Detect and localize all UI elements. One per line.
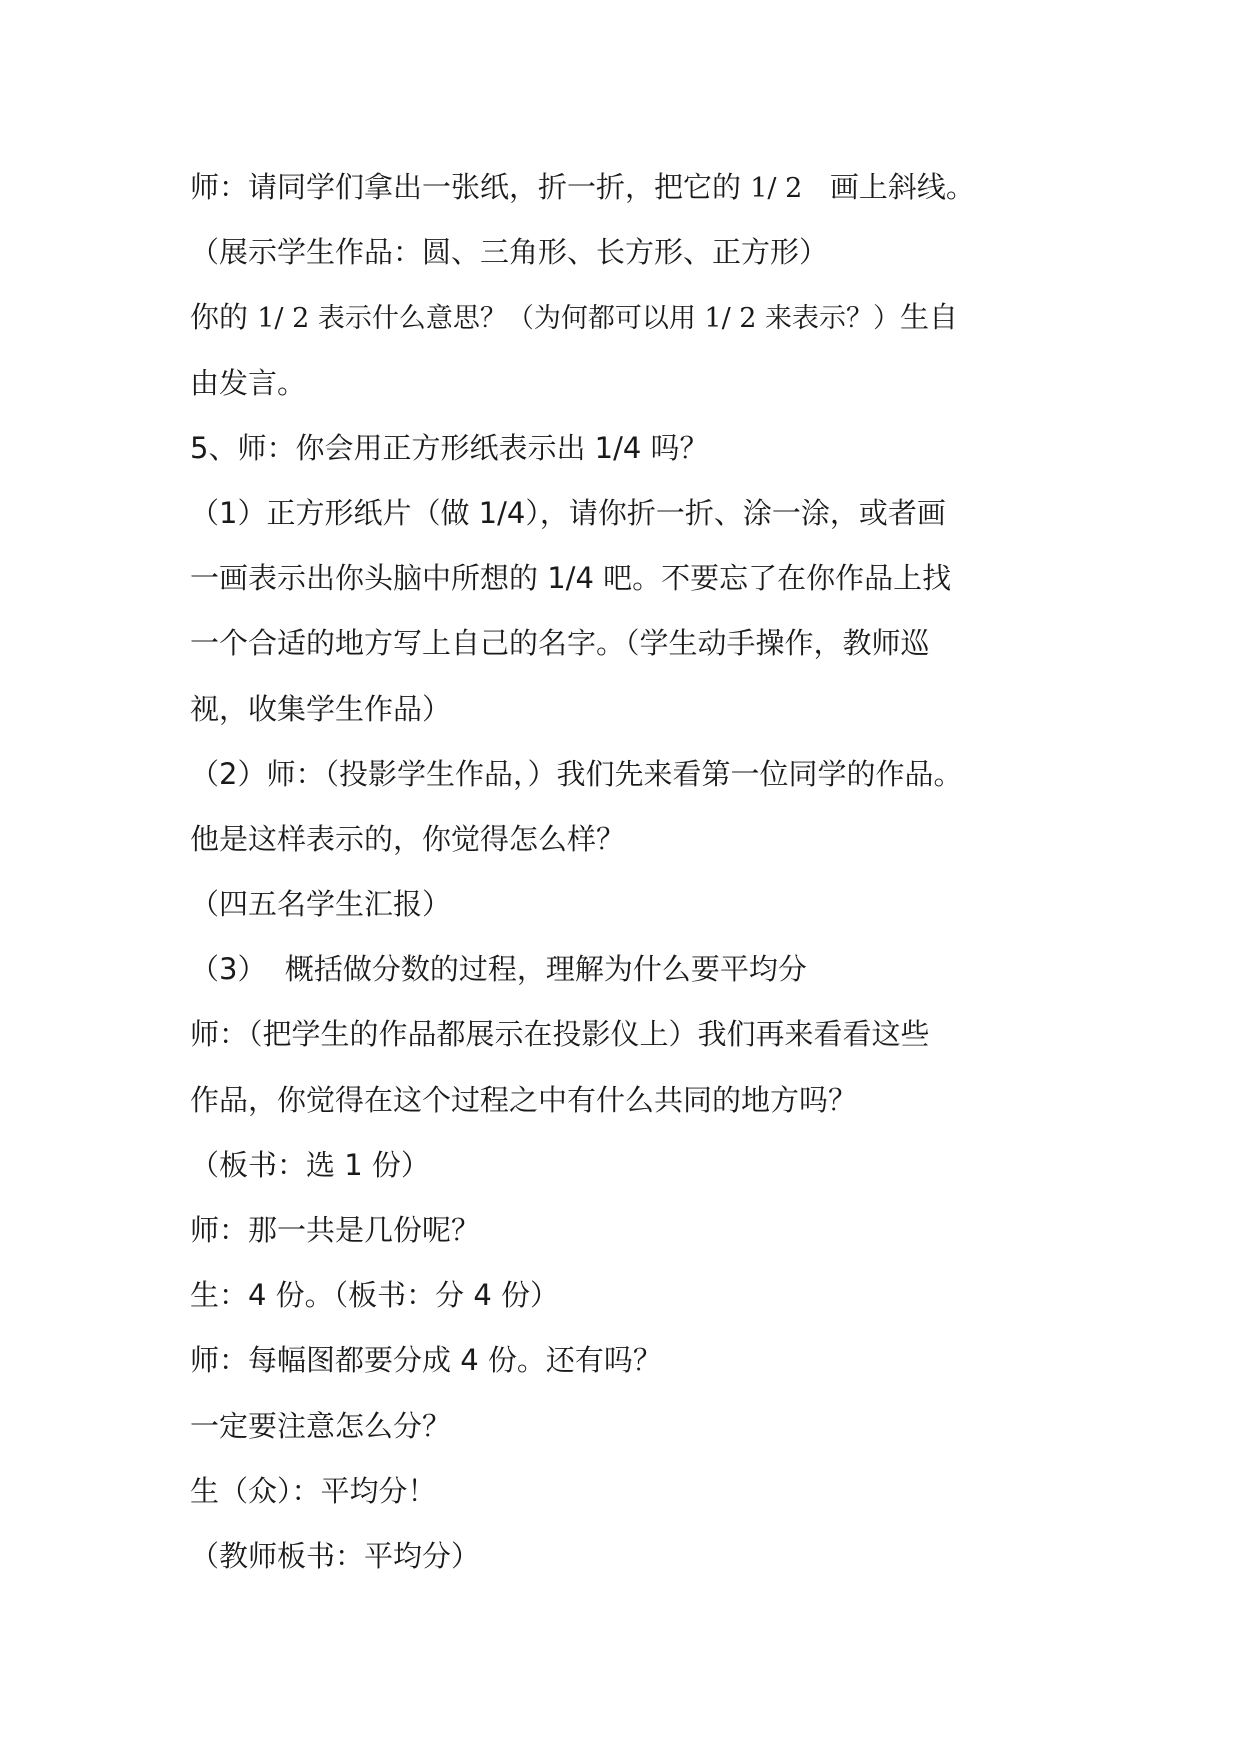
text-line [190,872,1070,937]
line-text: （教师板书：平均分） [190,1538,481,1573]
line-text: 他是这样表示的，你觉得怎么样？ [190,821,626,856]
line-text: 一个合适的地方写上自己的名字。（学生动手操作，教师巡 [190,626,930,661]
text-line [190,1459,1070,1524]
line-text: 师：（把学生的作品都展示在投影仪上）我们再来看看这些 [190,1017,930,1052]
line-text: 师：那一共是几份呢？ [190,1213,481,1247]
line-text: （四五名学生汇报） [190,887,452,922]
document-body [190,155,1070,1589]
line-text-serif: 1/ 2 [750,173,803,204]
text-line [190,611,1070,676]
text-line [190,416,1070,481]
line-text: 师：每幅图都要分成 4 份。还有吗？ [190,1343,662,1378]
line-text: （展示学生作品：圆、三角形、长方形、正方形） [190,235,829,270]
text-line [190,1263,1070,1328]
text-line [190,742,1070,807]
text-line [190,1394,1070,1459]
text-line [190,351,1070,416]
text-line [190,1002,1070,1067]
text-line [190,1524,1070,1589]
text-line [190,807,1070,872]
line-text: 一定要注意怎么分？ [190,1408,452,1443]
text-line [190,1068,1070,1133]
line-text: 你的 [190,300,258,335]
line-text: 生（众）：平均分！ [190,1473,437,1508]
text-line [190,677,1070,742]
text-line [190,1198,1070,1263]
text-line [190,155,1070,220]
text-line [190,546,1070,611]
line-text-serif: 1/ 2 表示什么意思？（为何都可以用 1/ 2 来表示？） [257,303,901,335]
line-text: （3） 概括做分数的过程，理解为什么要平均分 [190,952,807,987]
text-line [190,1133,1070,1198]
text-line [190,285,1070,350]
line-text: （2）师：（投影学生作品，）我们先来看第一位同学的作品。 [190,756,963,791]
line-text: 一画表示出你头脑中所想的 1/4 吧。不要忘了在你作品上找 [190,561,952,596]
text-line [190,481,1070,546]
line-text: 生自 [900,300,959,335]
line-text: 由发言。 [190,365,307,400]
line-text: 5、师：你会用正方形纸表示出 1/4 吗？ [190,430,709,465]
line-text: 师：请同学们拿出一张纸，折一折，把它的 [190,170,751,204]
line-text: （板书：选 1 份） [190,1147,430,1182]
line-text: 画上斜线。 [802,170,975,204]
text-line [190,1328,1070,1393]
line-text: 生：4 份。（板书：分 4 份） [190,1278,560,1313]
line-text: 作品，你觉得在这个过程之中有什么共同的地方吗？ [190,1082,858,1117]
line-text: （1）正方形纸片（做 1/4），请你折一折、涂一涂，或者画 [190,495,946,530]
text-line [190,220,1070,285]
line-text: 视，收集学生作品） [190,691,452,726]
text-line [190,937,1070,1002]
